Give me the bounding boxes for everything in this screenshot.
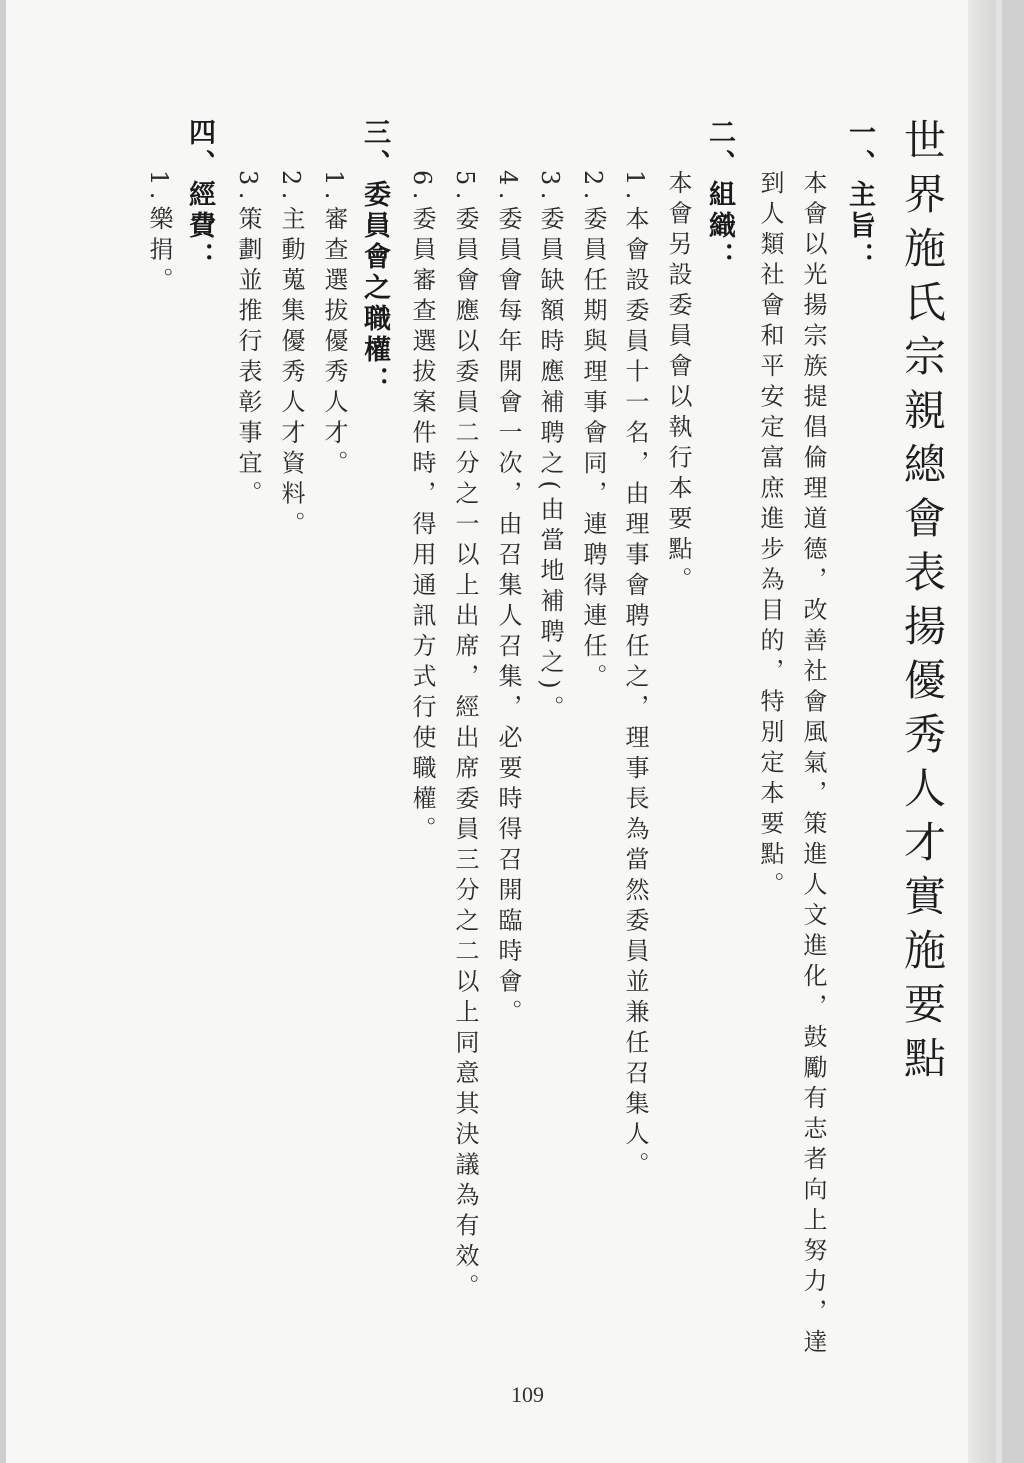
section-line: 1.本會設委員十一名，由理事會聘任之，理事長為當然委員並兼任召集人。 <box>621 170 649 1182</box>
section-line: 2.委員任期與理事會同，連聘得連任。 <box>579 170 607 694</box>
section-heading-purpose: 一、主旨： <box>844 118 875 273</box>
section-line: 6.委員審查選拔案件時，得用通訊方式行使職權。 <box>408 170 436 847</box>
document-title: 世界施氏宗親總會表揚優秀人才實施要點 <box>898 118 947 1090</box>
section-line: 3.委員缺額時應補聘之(由當地補聘之)。 <box>536 170 564 726</box>
page-number: 109 <box>511 1382 544 1407</box>
section-line: 本會以光揚宗族提倡倫理道德，改善社會風氣，策進人文進化，鼓勵有志者向上努力，達 <box>799 170 827 1360</box>
page-edge <box>968 0 996 1463</box>
section-line: 到人類社會和平安定富庶進步為目的，特別定本要點。 <box>756 170 784 902</box>
section-line: 2.主動蒐集優秀人才資料。 <box>277 170 305 542</box>
section-line: 4.委員會每年開會一次，由召集人召集，必要時得召開臨時會。 <box>494 170 522 1030</box>
section-line: 1.樂捐。 <box>145 170 173 298</box>
section-line: 3.策劃並推行表彰事宜。 <box>234 170 262 511</box>
section-line: 本會另設委員會以執行本要點。 <box>664 170 692 597</box>
document-page <box>6 0 996 1463</box>
section-line: 1.審查選拔優秀人才。 <box>320 170 348 481</box>
section-heading-funding: 四、經費： <box>184 118 215 273</box>
section-heading-committee-powers: 三、委員會之職權： <box>359 118 390 397</box>
section-heading-organization: 二、組織： <box>704 118 735 273</box>
section-line: 5.委員會應以委員二分之一以上出席，經出席委員三分之二以上同意其決議為有效。 <box>451 170 479 1304</box>
